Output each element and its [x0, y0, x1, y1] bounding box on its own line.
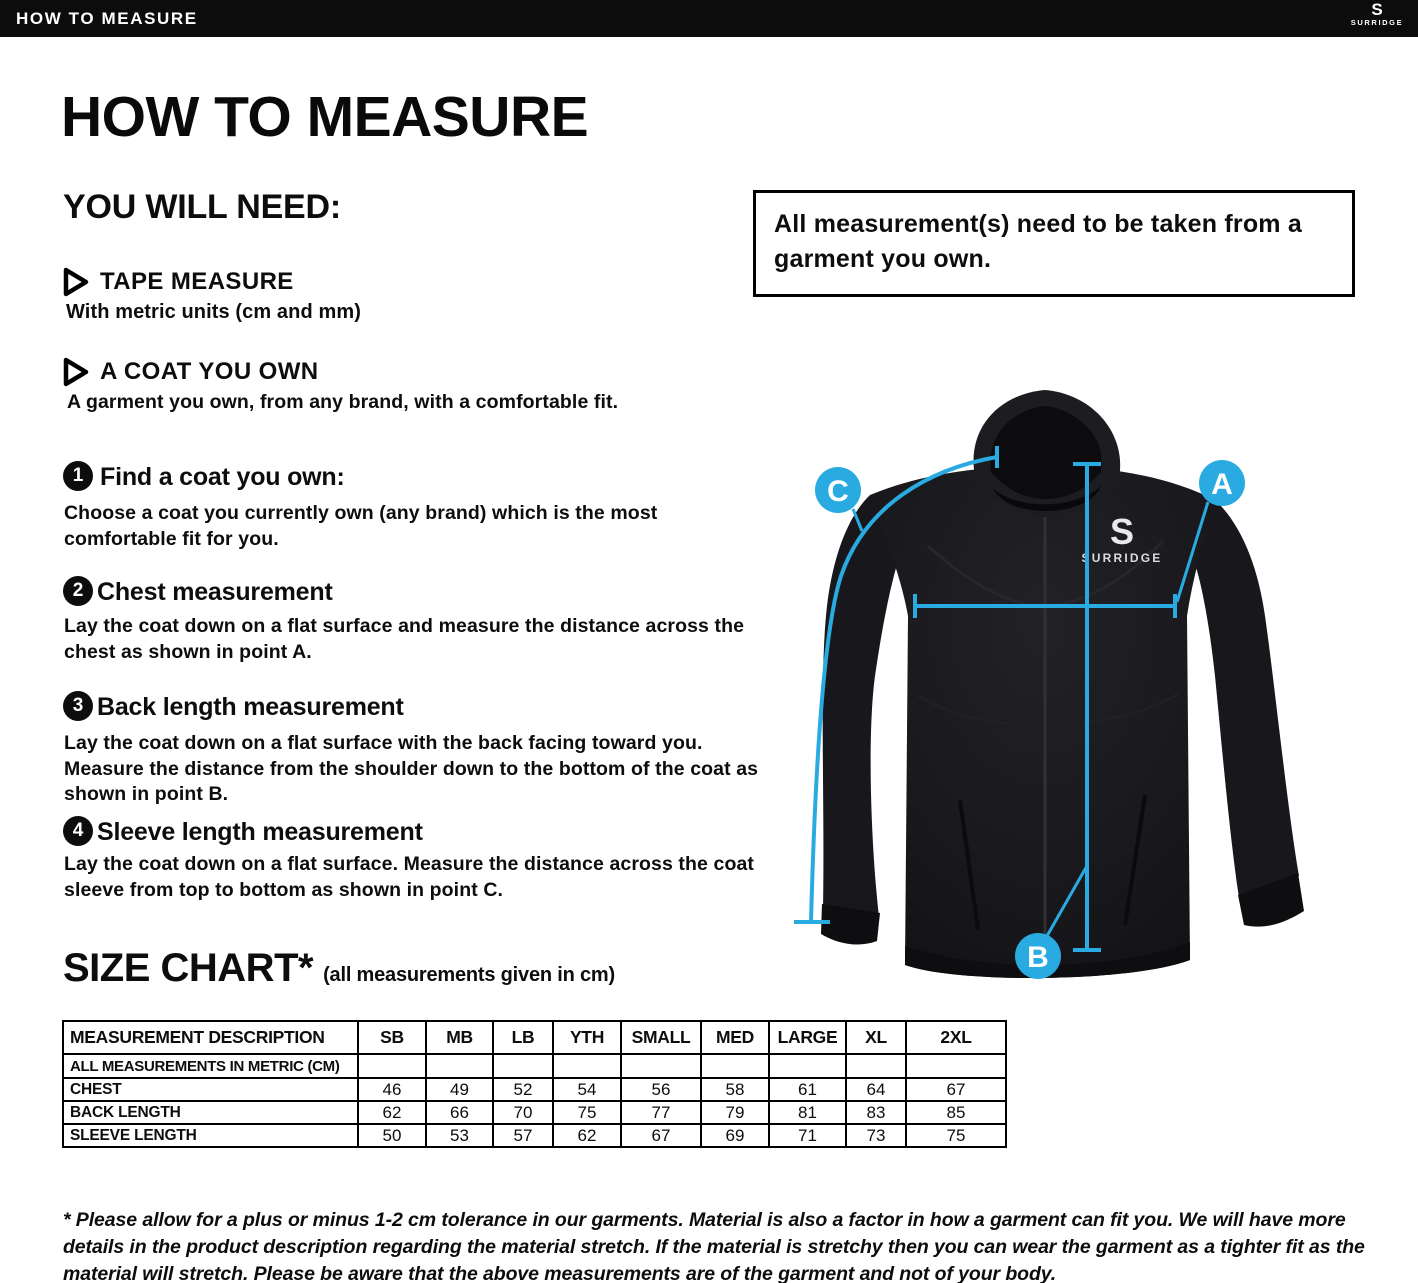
top-bar [0, 0, 1418, 37]
triangle-bullet-icon [62, 267, 90, 297]
jacket-right-sleeve [1183, 500, 1299, 898]
cell-value: 81 [769, 1101, 846, 1124]
cell-value: 56 [621, 1078, 701, 1101]
step-3-desc: Lay the coat down on a flat surface with the back facing toward you. Measure the distance from the shoulder down to the bottom of the coat as shown in point B. [64, 732, 759, 805]
step-2-desc: Lay the coat down on a flat surface and measure the distance across the chest as shown in point A. [64, 615, 745, 663]
need-item-coat-desc: A garment you own, from any brand, with a comfortable fit. [67, 391, 619, 413]
need-item-tape-measure-desc: With metric units (cm and mm) [66, 301, 361, 323]
you-will-need-heading: YOU WILL NEED: [63, 188, 342, 226]
empty-cell [621, 1054, 701, 1078]
marker-b [1015, 933, 1061, 979]
empty-cell [553, 1054, 621, 1078]
cell-value: 71 [769, 1124, 846, 1147]
table-row-chest [63, 1078, 1006, 1101]
metric-note-cell: ALL MEASUREMENTS IN METRIC (CM) [63, 1054, 358, 1078]
svg-text:C: C [827, 475, 849, 508]
column-header: SMALL [621, 1021, 701, 1054]
svg-text:A: A [1211, 468, 1233, 501]
step-3-number: 3 [63, 691, 93, 721]
cell-value: 50 [358, 1124, 426, 1147]
jacket-illustration [753, 376, 1375, 1008]
tolerance-disclaimer: * Please allow for a plus or minus 1-2 cm tolerance in our garments. Material is also a factor in how a garment can fit you. We will have more details in the product description regarding the material stretch. If the material is stretchy then you can wear the garment as a tighter fit as the material will stretch. Please be aware that the above measurements are of the garment and not of your body. [63, 1209, 1365, 1283]
column-header: LARGE [769, 1021, 846, 1054]
column-header: XL [846, 1021, 906, 1054]
row-label: BACK LENGTH [63, 1101, 358, 1124]
cell-value: 67 [621, 1124, 701, 1147]
cell-value: 77 [621, 1101, 701, 1124]
step-2-title: Chest measurement [97, 578, 333, 606]
cell-value: 58 [701, 1078, 769, 1101]
triangle-bullet-icon [62, 357, 90, 387]
cell-value: 46 [358, 1078, 426, 1101]
column-header: SB [358, 1021, 426, 1054]
table-row-metric-note [63, 1054, 1006, 1078]
step-2-number: 2 [63, 576, 93, 606]
step-1-title: Find a coat you own: [100, 463, 345, 491]
cell-value: 75 [906, 1124, 1006, 1147]
cell-value: 83 [846, 1101, 906, 1124]
size-chart-heading [63, 946, 615, 991]
marker-c [815, 467, 861, 513]
table-header-row [63, 1021, 1006, 1054]
empty-cell [493, 1054, 553, 1078]
column-header: MEASUREMENT DESCRIPTION [63, 1021, 358, 1054]
step-4-number: 4 [63, 816, 93, 846]
marker-a [1199, 460, 1245, 506]
cell-value: 52 [493, 1078, 553, 1101]
table-row-back-length [63, 1101, 1006, 1124]
table-row-sleeve-length [63, 1124, 1006, 1147]
column-header: MB [426, 1021, 493, 1054]
cell-value: 64 [846, 1078, 906, 1101]
cell-value: 75 [553, 1101, 621, 1124]
row-label: SLEEVE LENGTH [63, 1124, 358, 1147]
empty-cell [769, 1054, 846, 1078]
cell-value: 73 [846, 1124, 906, 1147]
need-item-tape-measure: TAPE MEASURE [100, 268, 294, 295]
step-3-title: Back length measurement [97, 693, 404, 721]
jacket-measurement-diagram [753, 376, 1375, 1008]
cell-value: 69 [701, 1124, 769, 1147]
empty-cell [906, 1054, 1006, 1078]
surridge-logo-mark-icon: S [1371, 0, 1383, 19]
size-chart-subtitle: (all measurements given in cm) [323, 964, 615, 986]
cell-value: 61 [769, 1078, 846, 1101]
cell-value: 57 [493, 1124, 553, 1147]
step-1-number: 1 [63, 461, 93, 491]
cell-value: 79 [701, 1101, 769, 1124]
step-4-title: Sleeve length measurement [97, 818, 423, 846]
cell-value: 66 [426, 1101, 493, 1124]
column-header: 2XL [906, 1021, 1006, 1054]
surridge-logo-text: SURRIDGE [1350, 18, 1404, 27]
column-header: YTH [553, 1021, 621, 1054]
step-4-desc: Lay the coat down on a flat surface. Measure the distance across the coat sleeve from top to bottom as shown in point C. [64, 853, 754, 901]
cell-value: 62 [358, 1101, 426, 1124]
cell-value: 70 [493, 1101, 553, 1124]
column-header: LB [493, 1021, 553, 1054]
page-title: HOW TO MEASURE [61, 85, 589, 149]
column-header: MED [701, 1021, 769, 1054]
size-chart-title: SIZE CHART* [63, 946, 314, 990]
surridge-logo [1346, 1, 1408, 27]
empty-cell [426, 1054, 493, 1078]
cell-value: 54 [553, 1078, 621, 1101]
jacket-logo-text: SURRIDGE [1081, 551, 1163, 565]
row-label: CHEST [63, 1078, 358, 1101]
svg-text:B: B [1027, 941, 1049, 974]
cell-value: 67 [906, 1078, 1006, 1101]
top-bar-title: HOW TO MEASURE [16, 9, 198, 28]
size-chart-table [62, 1020, 1007, 1148]
need-item-coat: A COAT YOU OWN [100, 358, 319, 385]
cell-value: 49 [426, 1078, 493, 1101]
measurement-note-box: All measurement(s) need to be taken from a garment you own. [753, 190, 1355, 297]
jacket-logo-mark: S [1109, 511, 1135, 552]
step-1-desc: Choose a coat you currently own (any brand) which is the most comfortable fit for you. [64, 502, 658, 550]
cell-value: 62 [553, 1124, 621, 1147]
cell-value: 53 [426, 1124, 493, 1147]
empty-cell [358, 1054, 426, 1078]
empty-cell [846, 1054, 906, 1078]
cell-value: 85 [906, 1101, 1006, 1124]
empty-cell [701, 1054, 769, 1078]
